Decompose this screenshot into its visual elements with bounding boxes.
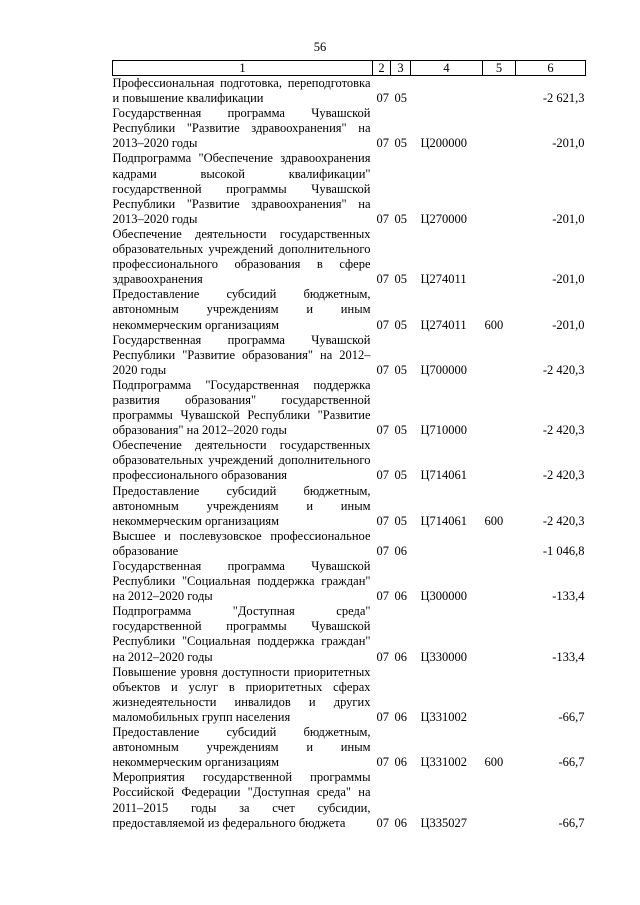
- row-section: 07: [376, 513, 389, 528]
- row-name: Подпрограмма "Доступная среда" государственной программы Чувашской Республики "Социальная поддержка граждан" на 2012–2020 годы: [112, 604, 371, 664]
- row-amount: -66,7: [558, 755, 585, 770]
- row-subsection: 06: [394, 815, 407, 830]
- row-section: 07: [376, 815, 389, 830]
- row-subsection: 05: [394, 317, 407, 332]
- row-expense-type: [483, 665, 516, 725]
- row-expense-type: [483, 559, 516, 604]
- row-name: Обеспечение деятельности государственных образовательных учреждений дополнительного профессионального образования: [112, 438, 371, 483]
- row-subsection: 05: [394, 468, 407, 483]
- row-subsection: 05: [394, 362, 407, 377]
- row-target-code: Ц714061: [420, 513, 468, 528]
- row-name: Государственная программа Чувашской Республики "Развитие здравоохранения" на 2013–2020 годы: [112, 106, 371, 151]
- table-row: [113, 725, 586, 770]
- row-amount: -66,7: [558, 709, 585, 724]
- row-target-code: Ц710000: [420, 423, 468, 438]
- row-expense-type: 600: [484, 317, 504, 332]
- row-expense-type: [483, 604, 516, 664]
- table-row: [113, 106, 586, 151]
- table-row: [113, 378, 586, 438]
- row-section: 07: [376, 649, 389, 664]
- row-name: Высшее и послевузовское профессиональное образование: [112, 528, 371, 558]
- row-target-code: Ц300000: [420, 589, 468, 604]
- table-row: [113, 151, 586, 226]
- table-header: [113, 61, 586, 76]
- row-expense-type: [483, 529, 516, 559]
- row-subsection: 06: [394, 589, 407, 604]
- row-target-code: [411, 529, 483, 559]
- table-row: [113, 529, 586, 559]
- row-expense-type: [483, 227, 516, 287]
- row-section: 07: [376, 543, 389, 558]
- row-section: 07: [376, 317, 389, 332]
- row-target-code: [411, 76, 483, 107]
- row-section: 07: [376, 709, 389, 724]
- row-section: 07: [376, 468, 389, 483]
- row-subsection: 06: [394, 649, 407, 664]
- row-name: Повышение уровня доступности приоритетных объектов и услуг в приоритетных сферах жизнедеятельности инвалидов и других маломобильных групп населения: [112, 664, 371, 724]
- row-target-code: Ц274011: [420, 272, 467, 287]
- table-row: [113, 770, 586, 830]
- row-subsection: 06: [394, 543, 407, 558]
- row-target-code: Ц714061: [420, 468, 468, 483]
- row-name: Государственная программа Чувашской Республики "Социальная поддержка граждан" на 2012–2020 годы: [112, 559, 371, 604]
- row-section: 07: [376, 755, 389, 770]
- table-row: [113, 484, 586, 529]
- table-row: [113, 665, 586, 725]
- row-target-code: Ц200000: [420, 136, 468, 151]
- row-name: Профессиональная подготовка, переподготовка и повышение квалификации: [112, 76, 371, 106]
- header-cell-amount: 6: [516, 61, 586, 76]
- table-row: [113, 76, 586, 107]
- row-section: 07: [376, 136, 389, 151]
- table-row: [113, 559, 586, 604]
- row-target-code: Ц331002: [420, 755, 468, 770]
- row-section: 07: [376, 589, 389, 604]
- row-name: Подпрограмма "Обеспечение здравоохранения кадрами высокой квалификации" государственной программы Чувашской Республики "Развитие здравоохранения" на 2013–2020 годы: [112, 151, 371, 226]
- row-expense-type: [483, 770, 516, 830]
- row-section: 07: [376, 211, 389, 226]
- row-amount: -201,0: [552, 272, 585, 287]
- row-amount: -1 046,8: [542, 543, 585, 558]
- row-name: Мероприятия государственной программы Российской Федерации "Доступная среда" на 2011–2015 годы за счет субсидии, предоставляемой из федерального бюджета: [112, 770, 371, 830]
- row-expense-type: [483, 438, 516, 483]
- row-amount: -2 420,3: [542, 468, 585, 483]
- row-name: Подпрограмма "Государственная поддержка развития образования" государственной программы Чувашской Республики "Развитие образования" на 2012–2020 годы: [112, 377, 371, 438]
- header-cell-subsection: 3: [391, 61, 411, 76]
- row-expense-type: [483, 378, 516, 438]
- page-number: 56: [313, 40, 327, 54]
- row-subsection: 05: [394, 272, 407, 287]
- row-amount: -2 420,3: [542, 362, 585, 377]
- header-cell-target-code: 4: [411, 61, 483, 76]
- row-amount: -133,4: [552, 649, 585, 664]
- row-target-code: Ц274011: [420, 317, 467, 332]
- table-row: [113, 287, 586, 332]
- row-subsection: 05: [394, 91, 407, 106]
- header-cell-expense-type: 5: [483, 61, 516, 76]
- row-subsection: 06: [394, 755, 407, 770]
- header-row: [113, 61, 586, 76]
- row-target-code: Ц700000: [420, 362, 468, 377]
- row-target-code: Ц270000: [420, 211, 468, 226]
- table-row: [113, 604, 586, 664]
- budget-table: [112, 60, 586, 831]
- header-cell-name: 1: [113, 61, 373, 76]
- row-amount: -201,0: [552, 211, 585, 226]
- row-target-code: Ц331002: [420, 709, 468, 724]
- row-section: 07: [376, 91, 389, 106]
- row-expense-type: [483, 333, 516, 378]
- row-expense-type: 600: [484, 755, 504, 770]
- row-amount: -66,7: [558, 815, 585, 830]
- row-expense-type: [483, 76, 516, 107]
- table-body: [113, 76, 586, 831]
- row-name: Предоставление субсидий бюджетным, автономным учреждениям и иным некоммерческим организациям: [112, 483, 371, 528]
- row-section: 07: [376, 362, 389, 377]
- row-subsection: 06: [394, 709, 407, 724]
- row-name: Предоставление субсидий бюджетным, автономным учреждениям и иным некоммерческим организациям: [112, 287, 371, 332]
- row-name: Государственная программа Чувашской Республики "Развитие образования" на 2012–2020 годы: [112, 332, 371, 377]
- row-amount: -133,4: [552, 589, 585, 604]
- row-subsection: 05: [394, 136, 407, 151]
- table-row: [113, 438, 586, 483]
- row-subsection: 05: [394, 211, 407, 226]
- row-section: 07: [376, 272, 389, 287]
- row-expense-type: 600: [484, 513, 504, 528]
- row-expense-type: [483, 151, 516, 226]
- table-row: [113, 333, 586, 378]
- table-row: [113, 227, 586, 287]
- row-amount: -2 621,3: [542, 91, 585, 106]
- row-section: 07: [376, 423, 389, 438]
- row-name: Обеспечение деятельности государственных образовательных учреждений дополнительного профессионального образования в сфере здравоохранения: [112, 226, 371, 287]
- header-cell-section: 2: [373, 61, 391, 76]
- row-amount: -201,0: [552, 136, 585, 151]
- row-target-code: Ц335027: [420, 815, 468, 830]
- row-subsection: 05: [394, 423, 407, 438]
- row-amount: -2 420,3: [542, 513, 585, 528]
- row-amount: -201,0: [552, 317, 585, 332]
- row-target-code: Ц330000: [420, 649, 468, 664]
- row-expense-type: [483, 106, 516, 151]
- row-name: Предоставление субсидий бюджетным, автономным учреждениям и иным некоммерческим организациям: [112, 725, 371, 770]
- row-amount: -2 420,3: [542, 423, 585, 438]
- row-subsection: 05: [394, 513, 407, 528]
